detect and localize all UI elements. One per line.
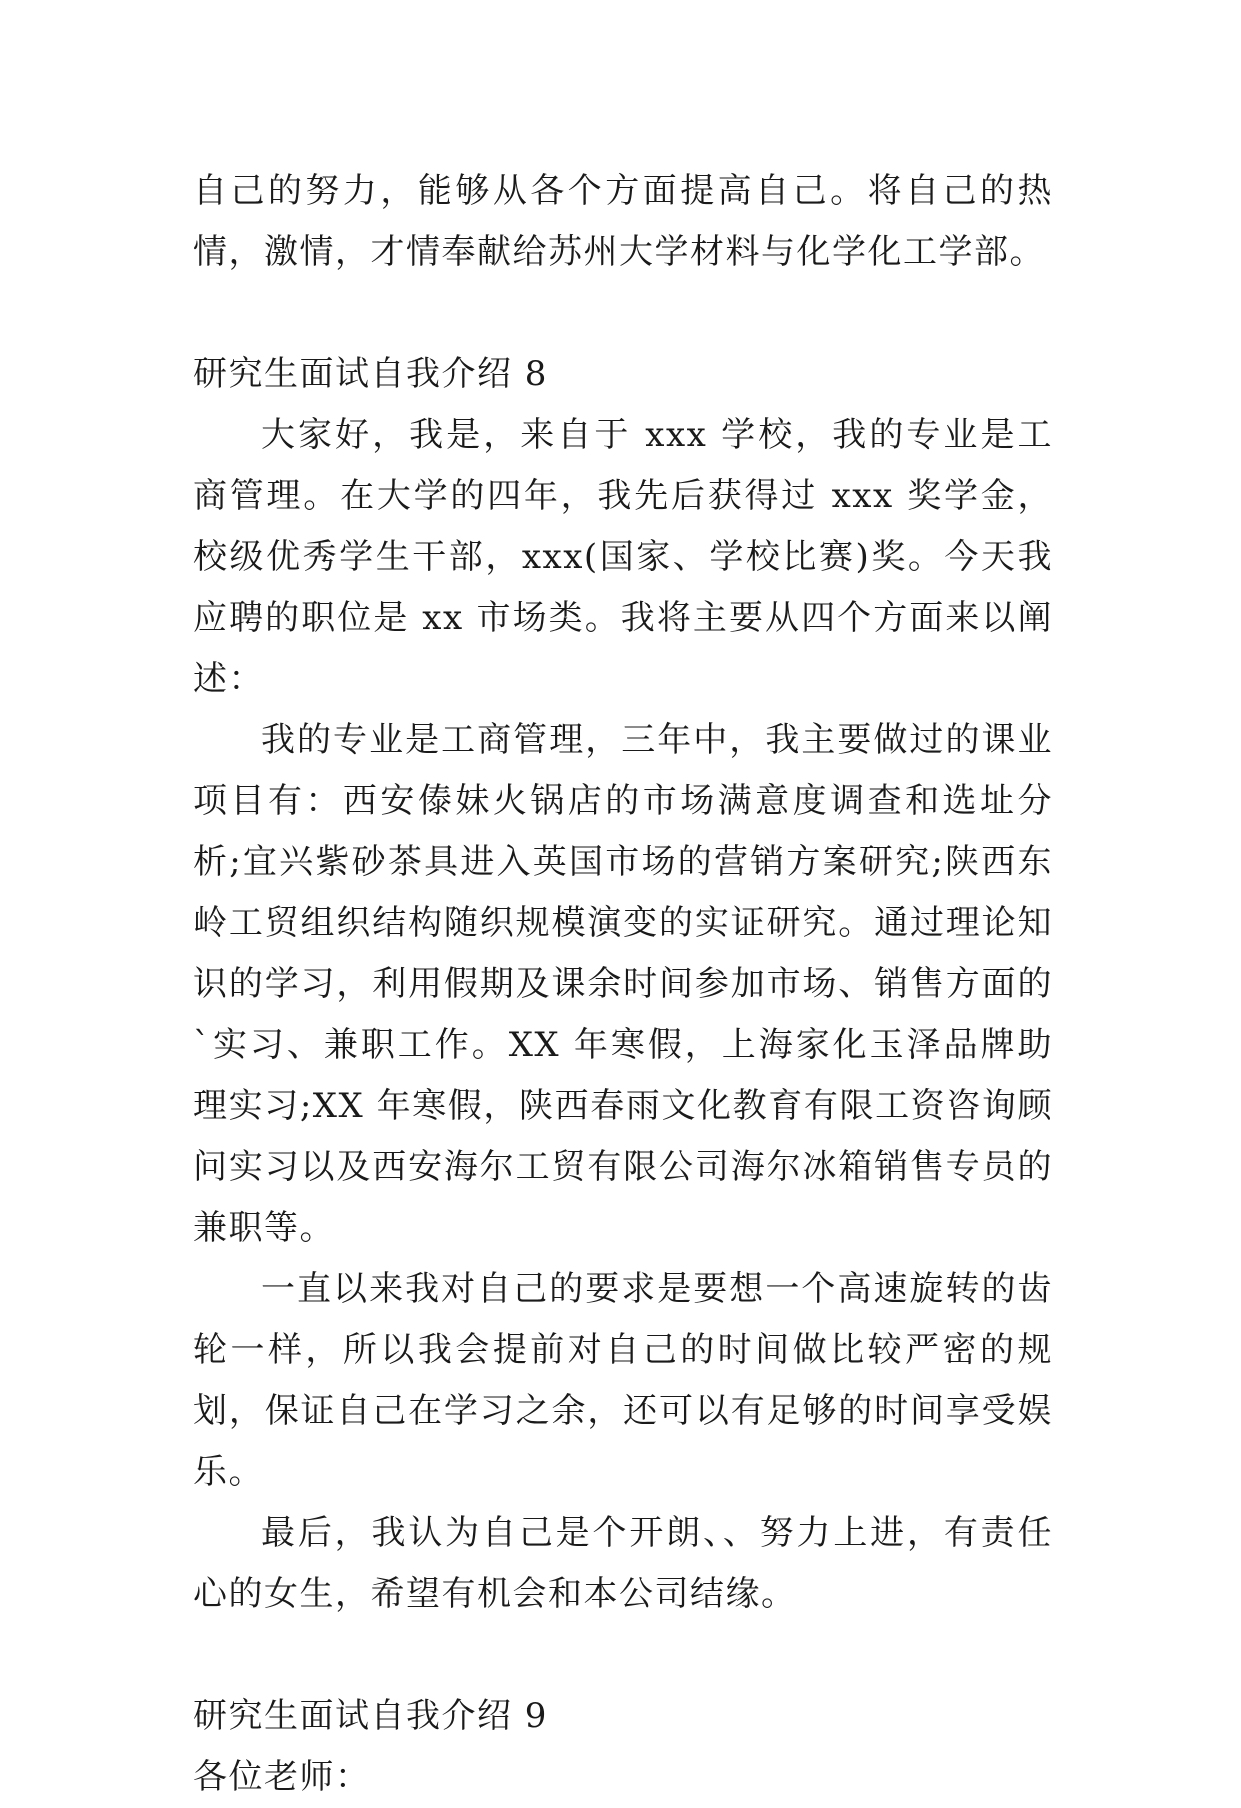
section-spacer: [193, 1625, 1053, 1686]
paragraph-section8-2: 我的专业是工商管理，三年中，我主要做过的课业项目有：西安傣妹火锅店的市场满意度调查和选址分析;宜兴紫砂茶具进入英国市场的营销方案研究;陕西东岭工贸组织结构随织规模演变的实证研究。通过理论知识的学习，利用假期及课余时间参加市场、销售方面的`实习、兼职工作。XX 年寒假，上海家化玉泽品牌助理实习;XX 年寒假，陕西春雨文化教育有限工资咨询顾问实习以及西安海尔工贸有限公司海尔冰箱销售专员的兼职等。: [193, 720, 1053, 1248]
section-heading-9: 研究生面试自我介绍 9: [193, 1696, 548, 1736]
document-body: [193, 161, 1053, 1808]
paragraph-intro-tail: 自己的努力，能够从各个方面提高自己。将自己的热情，激情，才情奉献给苏州大学材料与化学化工学部。: [193, 171, 1053, 272]
section-spacer: [193, 283, 1053, 344]
paragraph-section8-1: 大家好，我是，来自于 xxx 学校，我的专业是工商管理。在大学的四年，我先后获得过 xxx 奖学金，校级优秀学生干部，xxx(国家、学校比赛)奖。今天我应聘的职位是 xx 市场类。我将主要从四个方面来以阐述：: [193, 415, 1053, 699]
paragraph-section8-4: 最后，我认为自己是个开朗、、努力上进，有责任心的女生，希望有机会和本公司结缘。: [193, 1513, 1053, 1614]
section-heading-8: 研究生面试自我介绍 8: [193, 354, 548, 394]
paragraph-section9-salutation: 各位老师：: [193, 1757, 371, 1797]
paragraph-section8-3: 一直以来我对自己的要求是要想一个高速旋转的齿轮一样，所以我会提前对自己的时间做比较严密的规划，保证自己在学习之余，还可以有足够的时间享受娱乐。: [193, 1269, 1053, 1492]
